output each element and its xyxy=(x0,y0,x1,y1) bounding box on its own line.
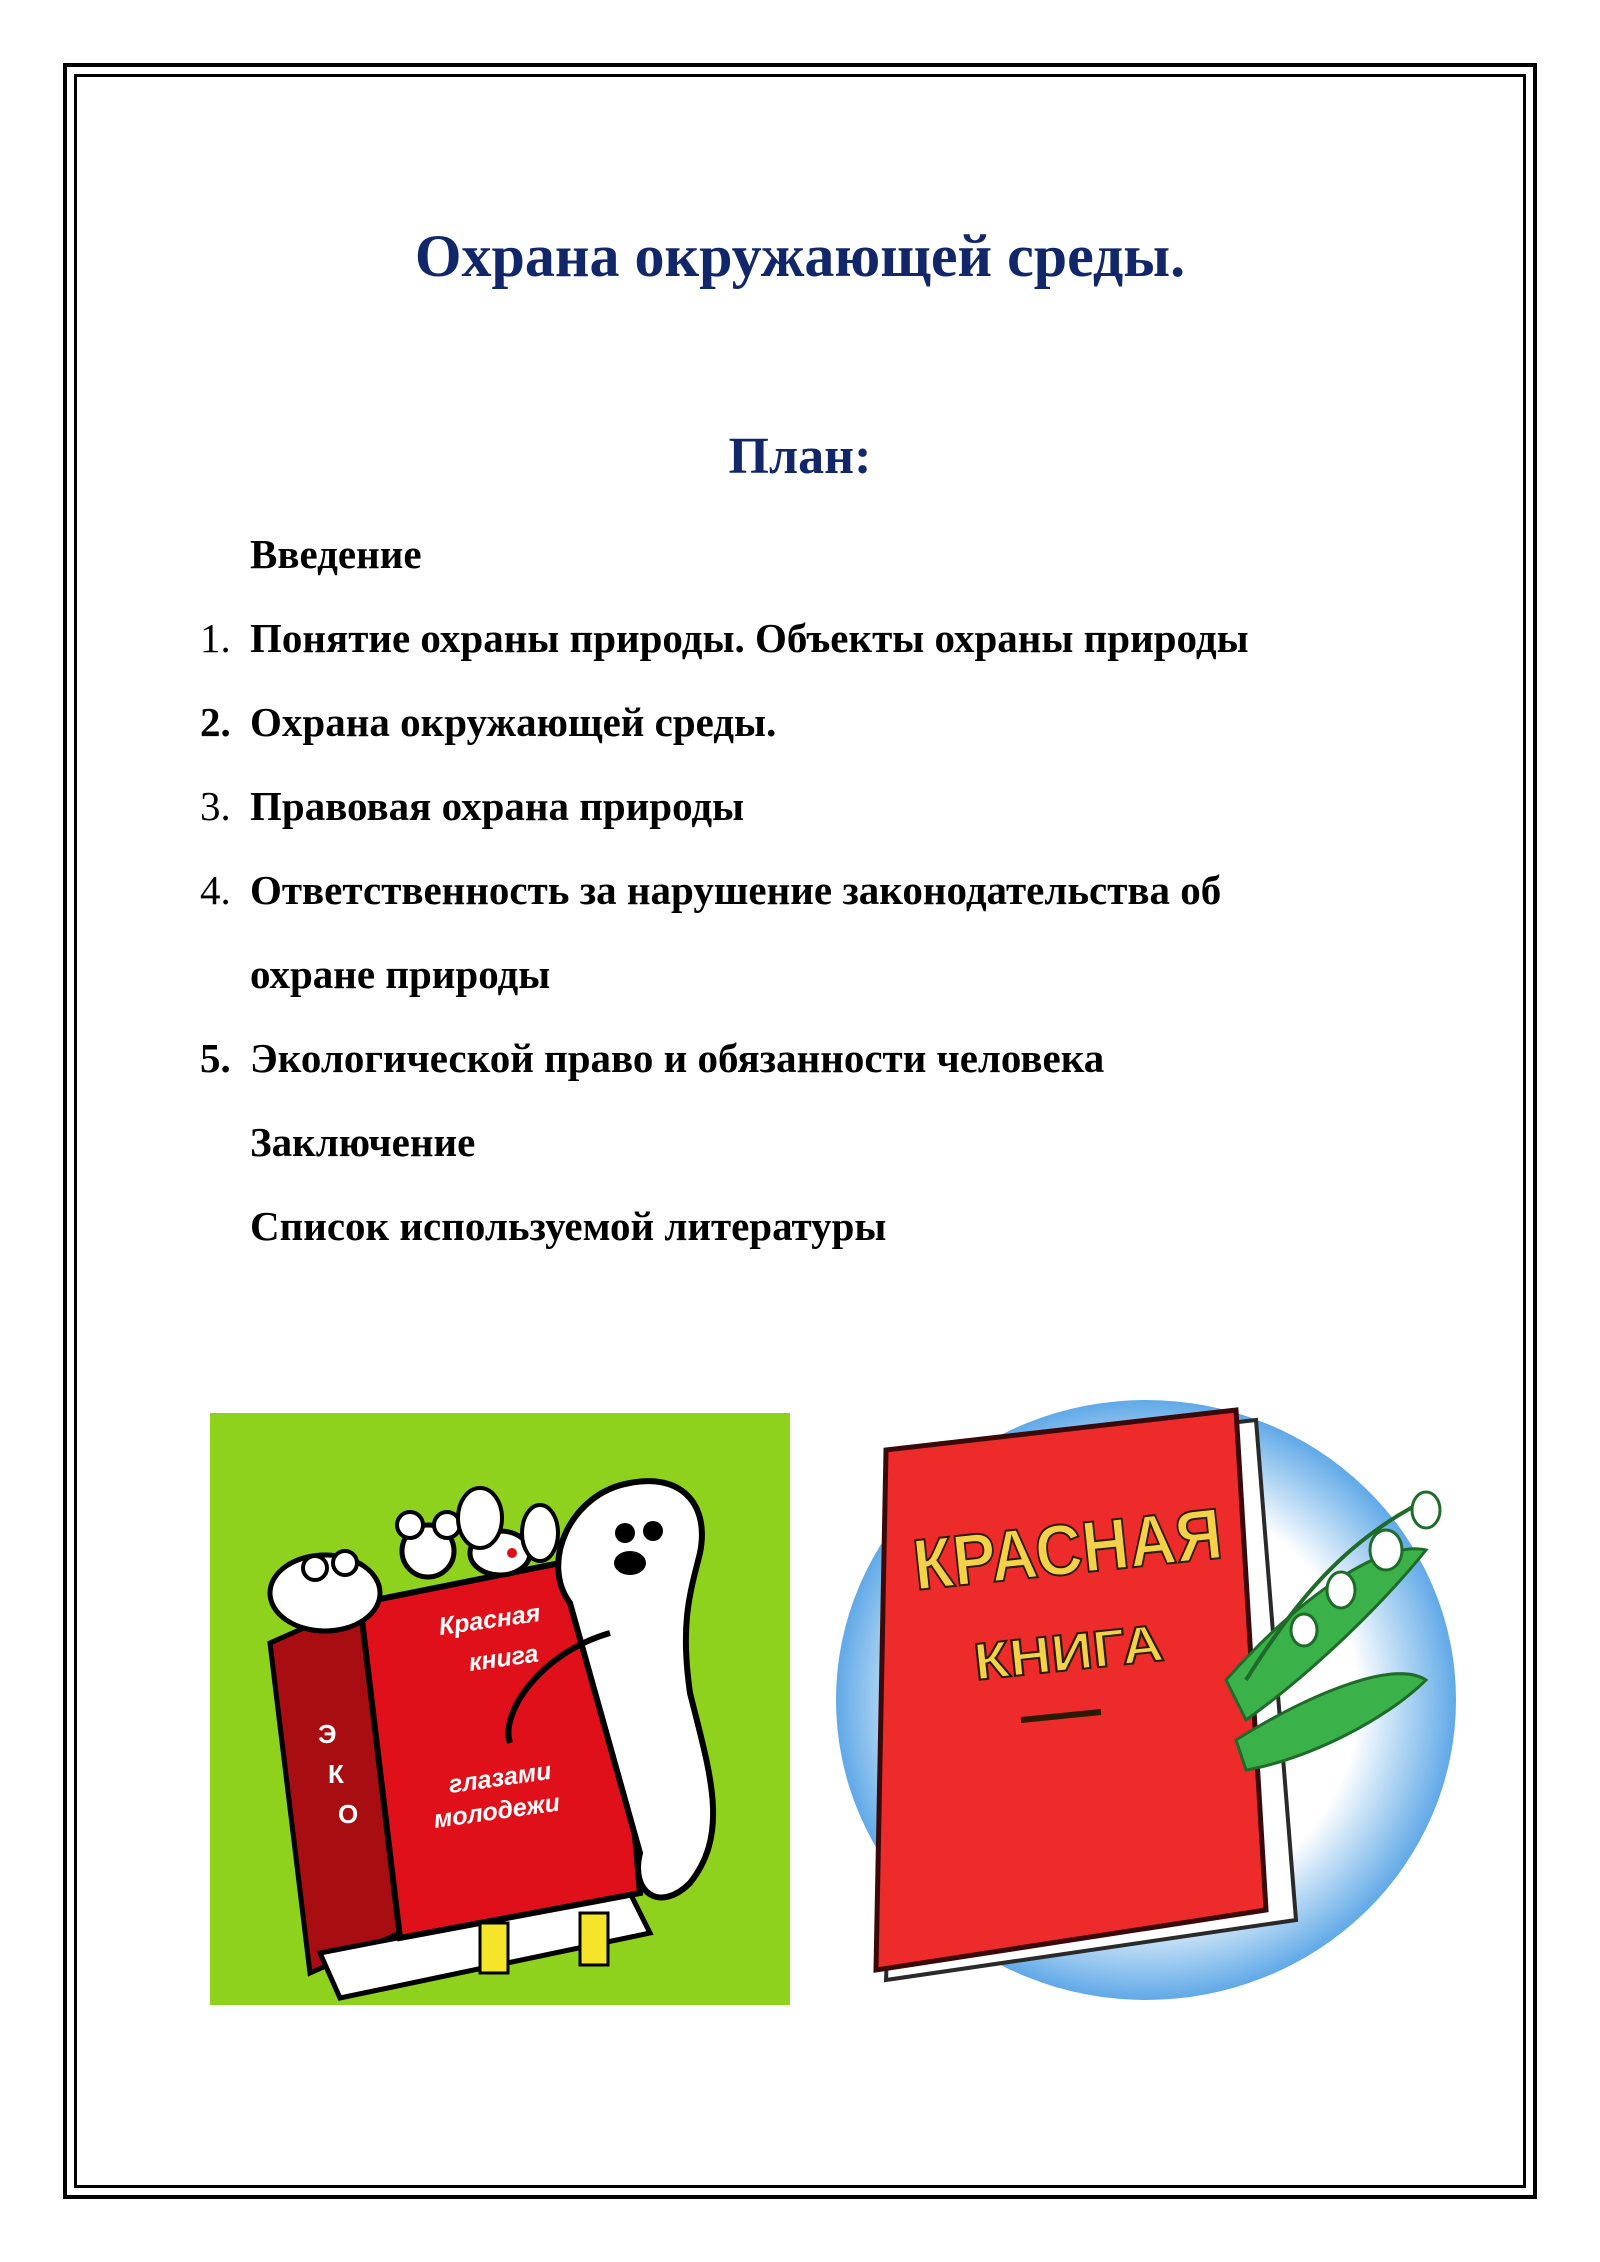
plan-item-text: охране природы xyxy=(250,951,551,997)
frog-eye xyxy=(303,1556,327,1580)
frog-eye xyxy=(333,1551,357,1575)
book-text-line2: книга xyxy=(466,1639,541,1677)
plan-item-text: Введение xyxy=(250,531,422,577)
plan-item xyxy=(200,690,1500,774)
plan-item xyxy=(200,942,1500,1026)
plan-item-text: Понятие охраны природы. Объекты охраны природы xyxy=(250,615,1249,661)
plan-item-text: Правовая охрана природы xyxy=(250,783,745,829)
plan-item xyxy=(200,1110,1500,1194)
ermine-eye xyxy=(615,1523,635,1543)
plan-heading: План: xyxy=(728,428,872,485)
plan-item-text: Список используемой литературы xyxy=(250,1203,887,1249)
spine-letter: К xyxy=(328,1759,344,1789)
plan-list xyxy=(200,522,1500,1278)
book-text-line3: глазами xyxy=(446,1756,554,1799)
plan-item-number: 5. xyxy=(200,1035,231,1081)
plan-item-text: Экологической право и обязанности человека xyxy=(250,1035,1105,1081)
bookmark xyxy=(580,1913,608,1965)
ermine-nose xyxy=(614,1551,646,1575)
plan-item-number: 4. xyxy=(200,867,231,913)
lily-flower xyxy=(1370,1530,1402,1570)
lily-flower xyxy=(1412,1492,1440,1528)
plan-item-number: 1. xyxy=(200,615,231,661)
document-title: Охрана окружающей среды. xyxy=(414,223,1186,289)
ermine-eye xyxy=(643,1521,663,1541)
plan-item xyxy=(200,522,1500,606)
bee-wing xyxy=(522,1505,558,1561)
plan-item-number: 2. xyxy=(200,699,231,745)
bookmark xyxy=(480,1923,508,1973)
plan-item-number: 3. xyxy=(200,783,231,829)
red-book-cartoon-image xyxy=(210,1413,790,2005)
lily-flower xyxy=(1291,1614,1317,1646)
book-title-line1: КРАСНАЯ xyxy=(909,1490,1260,1606)
bee-wing xyxy=(458,1488,502,1548)
book-cover xyxy=(876,1410,1266,1970)
spine-letter: О xyxy=(338,1799,359,1829)
plan-item-text: Охрана окружающей среды. xyxy=(250,699,777,745)
lily-flower xyxy=(1327,1572,1355,1608)
plan-item-text: Заключение xyxy=(250,1119,476,1165)
plan-item xyxy=(200,1026,1500,1110)
red-book-lily-image xyxy=(826,1380,1466,2010)
plan-item xyxy=(200,1194,1500,1278)
red-book-lily-illustration xyxy=(826,1380,1466,2010)
book-text-line4: молодежи xyxy=(431,1788,562,1834)
book-text-line1: Красная xyxy=(436,1598,543,1641)
book-title-line2: КНИГА xyxy=(971,1616,1147,1692)
plan-item xyxy=(200,858,1500,942)
plan-item xyxy=(200,606,1500,690)
spine-letter: Э xyxy=(318,1719,337,1749)
red-book-cartoon-illustration xyxy=(210,1413,790,2005)
mouse-ear xyxy=(397,1512,423,1538)
bee-eye xyxy=(507,1548,517,1558)
plan-item xyxy=(200,774,1500,858)
plan-item-text: Ответственность за нарушение законодательства об xyxy=(250,867,1222,913)
